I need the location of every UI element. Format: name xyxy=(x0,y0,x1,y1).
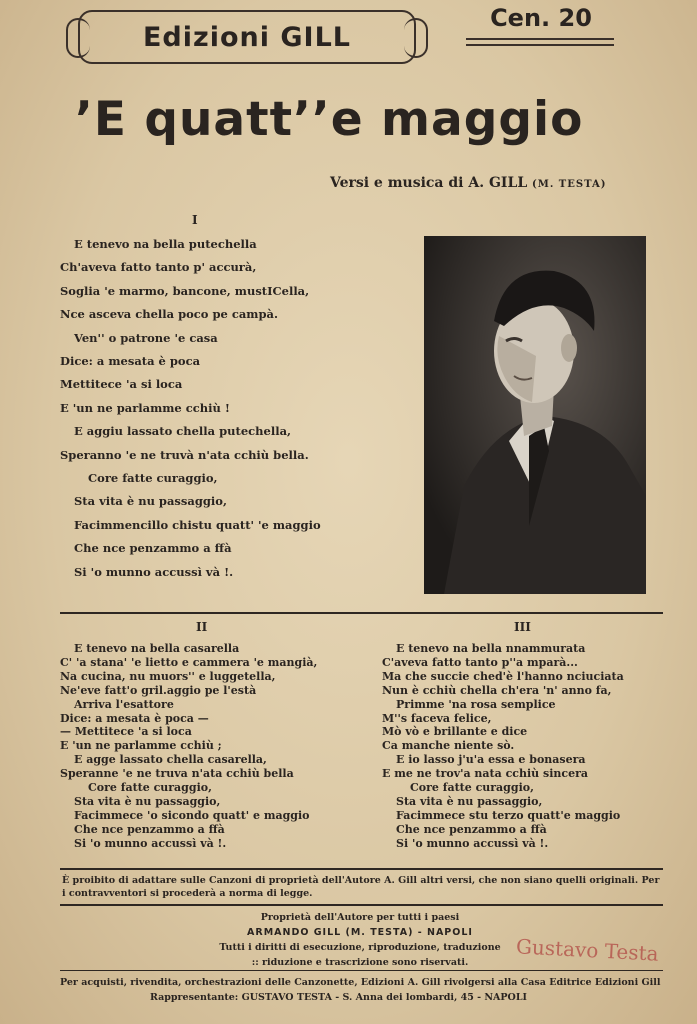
rights-line-4: :: riduzione e trascrizione sono riservati. xyxy=(251,957,469,968)
verse-line: Si 'o munno accussì và !. xyxy=(74,564,234,579)
verse-number-3: III xyxy=(514,620,531,634)
price-underline xyxy=(466,38,614,46)
verse-line: E aggiu lassato chella putechella, xyxy=(74,424,292,439)
verse-line: Che nce penzammo a ffà xyxy=(74,541,232,556)
verse-line: E agge lassato chella casarella, xyxy=(74,753,267,767)
verse-line: Ch'aveva fatto tanto p' accurà, xyxy=(60,260,257,275)
verse-line: Che nce penzammo a ffà xyxy=(396,822,547,836)
verse-line: C' 'a stana' 'e lietto e cammera 'e mangià, xyxy=(60,655,318,669)
rights-line-1: Proprietà dell'Autore per tutti i paesi xyxy=(260,912,460,923)
verse-line: Si 'o munno accussì và !. xyxy=(74,836,227,850)
verse-line: Nce asceva chella poco pe campà. xyxy=(60,307,278,322)
verse-line: Dice: a mesata è poca xyxy=(60,354,201,369)
verse-number-2: II xyxy=(196,620,208,634)
verse-line: Ven'' o patrone 'e casa xyxy=(74,330,218,345)
distribution-notice xyxy=(60,975,670,1005)
divider-legal-bottom xyxy=(60,904,663,906)
credits-main: Versi e musica di A. GILL xyxy=(330,175,528,191)
verse-line: E 'un ne parlamme cchiù ; xyxy=(60,739,222,753)
divider-legal-top xyxy=(60,868,663,870)
verse-line: Soglia 'e marmo, bancone, mustICella, xyxy=(60,283,310,298)
verse-line: E tenevo na bella putechella xyxy=(74,237,257,251)
verse-line: Che nce penzammo a ffà xyxy=(74,822,225,836)
verse-line: Sta vita è nu passaggio, xyxy=(74,494,227,509)
distribution-line-2: Rappresentante: GUSTAVO TESTA - S. Anna dei lombardi, 45 - NAPOLI xyxy=(150,992,527,1003)
verse-line: E tenevo na bella casarella xyxy=(74,642,240,655)
divider-top xyxy=(60,612,663,614)
verse-line: Core fatte curaggio, xyxy=(88,781,212,795)
verse-line: E 'un ne parlamme cchiù ! xyxy=(60,400,230,415)
credits-note: (M. TESTA) xyxy=(532,179,607,190)
verse-line: C'aveva fatto tanto p''a mparà... xyxy=(382,655,578,669)
verse-line: Nun è cchiù chella ch'era 'n' anno fa, xyxy=(382,683,612,697)
price-label: Cen. 20 xyxy=(490,4,592,32)
verse-line: Arriva l'esattore xyxy=(74,697,174,711)
verse-line: Na cucina, nu muors'' e luggetella, xyxy=(60,669,276,683)
ink-stamp: Gustavo Testa xyxy=(515,934,660,966)
verse-line: E me ne trov'a nata cchiù sincera xyxy=(382,767,588,781)
verse-line: Core fatte curaggio, xyxy=(410,781,534,795)
publisher-name: Edizioni GILL xyxy=(142,21,352,53)
verse-line: Facimmece stu terzo quatt'e maggio xyxy=(396,808,621,822)
verse-line: Si 'o munno accussì và !. xyxy=(396,836,549,850)
verse-line: Ne'eve fatt'o gril.aggio pe l'està xyxy=(60,683,257,697)
verse-line: Dice: a mesata è poca — xyxy=(60,711,209,725)
legal-notice: È proibito di adattare sulle Canzoni di proprietà dell'Autore A. Gill altri versi, che non siano quelli originali. Per i contravventori si procederà a norma di legge. xyxy=(62,875,660,899)
verse-3 xyxy=(382,642,624,851)
verse-line: Ma che succie ched'è l'hanno nciuciata xyxy=(382,669,624,683)
verse-line: E io lasso j'u'a essa e bonasera xyxy=(396,753,586,767)
verse-line: Sta vita è nu passaggio, xyxy=(74,794,221,808)
author-portrait xyxy=(424,236,646,594)
verse-line: Facimmece 'o sicondo quatt' e maggio xyxy=(74,808,310,822)
rights-block xyxy=(150,910,570,970)
distribution-line-1: Per acquisti, rivendita, orchestrazioni delle Canzonette, Edizioni A. Gill rivolgersi alla Casa Editrice Edizioni Gill xyxy=(60,977,661,988)
publisher-banner xyxy=(78,10,416,64)
verse-1 xyxy=(60,233,321,584)
author-name-line: ARMANDO GILL (M. TESTA) - NAPOLI xyxy=(247,927,473,938)
verse-line: Mò vò e brillante e dice xyxy=(382,725,528,739)
divider-footer xyxy=(60,970,663,971)
verse-line: E tenevo na bella nnammurata xyxy=(396,642,586,655)
verse-line: M''s faceva felice, xyxy=(382,711,492,725)
credits-line xyxy=(330,175,606,191)
song-title: ’E quatt’’e maggio xyxy=(75,92,584,147)
verse-number-1: I xyxy=(192,213,198,227)
verse-line: Core fatte curaggio, xyxy=(88,471,218,486)
verse-line: Ca manche niente sò. xyxy=(382,739,515,753)
verse-2 xyxy=(60,642,317,851)
verse-line: — Mettitece 'a si loca xyxy=(60,725,192,739)
verse-line: Speranne 'e ne truva n'ata cchiù bella xyxy=(60,767,294,781)
verse-line: Sta vita è nu passaggio, xyxy=(396,794,543,808)
verse-line: Primme 'na rosa semplice xyxy=(396,697,556,711)
verse-line: Speranno 'e ne truvà n'ata cchiù bella. xyxy=(60,447,309,462)
rights-line-3: Tutti i diritti di esecuzione, riproduzione, traduzione xyxy=(219,942,501,953)
verse-line: Facimmencillo chistu quatt' 'e maggio xyxy=(74,517,321,532)
verse-line: Mettitece 'a si loca xyxy=(60,377,183,392)
